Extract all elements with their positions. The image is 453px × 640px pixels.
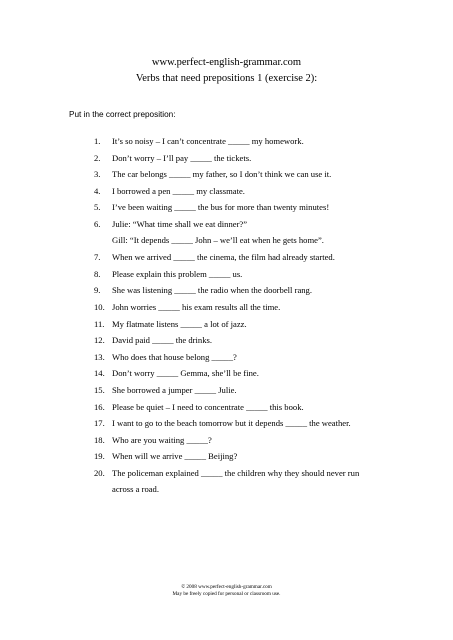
question-text: Who are you waiting _____?	[112, 434, 212, 445]
question-number: 5.	[94, 202, 101, 213]
question-number: 19.	[94, 451, 105, 462]
question-item	[94, 352, 414, 369]
question-text: Don’t worry _____ Gemma, she’ll be fine.	[112, 368, 259, 379]
question-number: 18.	[94, 434, 105, 445]
question-text: David paid _____ the drinks.	[112, 335, 213, 346]
question-item	[94, 319, 414, 336]
question-item	[94, 219, 414, 252]
question-text: When will we arrive _____ Beijing?	[112, 451, 238, 462]
question-text: The policeman explained _____ the children why they should never run	[112, 467, 360, 478]
question-text: When we arrived _____ the cinema, the film had already started.	[112, 252, 335, 263]
question-item	[94, 385, 414, 402]
question-text: Julie: “What time shall we eat dinner?”	[112, 218, 248, 229]
question-number: 2.	[94, 152, 101, 163]
question-number: 16.	[94, 401, 105, 412]
question-item	[94, 186, 414, 203]
question-list	[94, 136, 414, 501]
question-text: I borrowed a pen _____ my classmate.	[112, 185, 245, 196]
question-item	[94, 302, 414, 319]
question-text: I want to go to the beach tomorrow but it depends _____ the weather.	[112, 418, 351, 429]
question-number: 6.	[94, 218, 101, 229]
question-text-continued: across a road.	[112, 484, 160, 495]
question-item	[94, 269, 414, 286]
question-text: I’ve been waiting _____ the bus for more than twenty minutes!	[112, 202, 330, 213]
question-item	[94, 285, 414, 302]
question-item	[94, 418, 414, 435]
question-number: 11.	[94, 318, 105, 329]
question-text: She borrowed a jumper _____ Julie.	[112, 384, 237, 395]
question-item	[94, 368, 414, 385]
question-item	[94, 169, 414, 186]
question-item	[94, 435, 414, 452]
question-number: 9.	[94, 285, 101, 296]
question-text-continued: Gill: “It depends _____ John – we’ll eat when he gets home”.	[112, 235, 324, 246]
question-number: 8.	[94, 268, 101, 279]
question-text: Please be quiet – I need to concentrate _____ this book.	[112, 401, 304, 412]
question-item	[94, 402, 414, 419]
question-number: 13.	[94, 351, 105, 362]
question-number: 12.	[94, 335, 105, 346]
question-text: Who does that house belong _____?	[112, 351, 237, 362]
question-number: 10.	[94, 301, 105, 312]
question-text: My flatmate listens _____ a lot of jazz.	[112, 318, 247, 329]
question-number: 15.	[94, 384, 105, 395]
question-text: She was listening _____ the radio when the doorbell rang.	[112, 285, 313, 296]
question-item	[94, 335, 414, 352]
question-number: 17.	[94, 418, 105, 429]
question-item	[94, 468, 414, 501]
question-number: 1.	[94, 136, 101, 146]
question-item	[94, 451, 414, 468]
question-number: 3.	[94, 169, 101, 180]
footer	[0, 584, 453, 598]
question-number: 14.	[94, 368, 105, 379]
question-number: 4.	[94, 185, 101, 196]
question-text: The car belongs _____ my father, so I don’t think we can use it.	[112, 169, 332, 180]
question-text: It’s so noisy – I can’t concentrate _____ my homework.	[112, 136, 304, 146]
question-text: John worries _____ his exam results all the time.	[112, 301, 281, 312]
question-item	[94, 252, 414, 269]
page-title: Verbs that need prepositions 1 (exercise 2):	[135, 73, 318, 84]
site-url: www.perfect-english-grammar.com	[151, 57, 302, 68]
question-number: 7.	[94, 252, 101, 263]
question-text: Please explain this problem _____ us.	[112, 268, 243, 279]
usage-line: May be freely copied for personal or classroom use.	[172, 591, 281, 597]
question-number: 20.	[94, 467, 105, 478]
copyright-line: © 2008 www.perfect-english-grammar.com	[181, 584, 272, 590]
instruction-text: Put in the correct preposition:	[69, 110, 176, 119]
question-text: Don’t worry – I’ll pay _____ the tickets.	[112, 152, 252, 163]
question-item	[94, 153, 414, 170]
question-item	[94, 136, 414, 153]
question-item	[94, 202, 414, 219]
